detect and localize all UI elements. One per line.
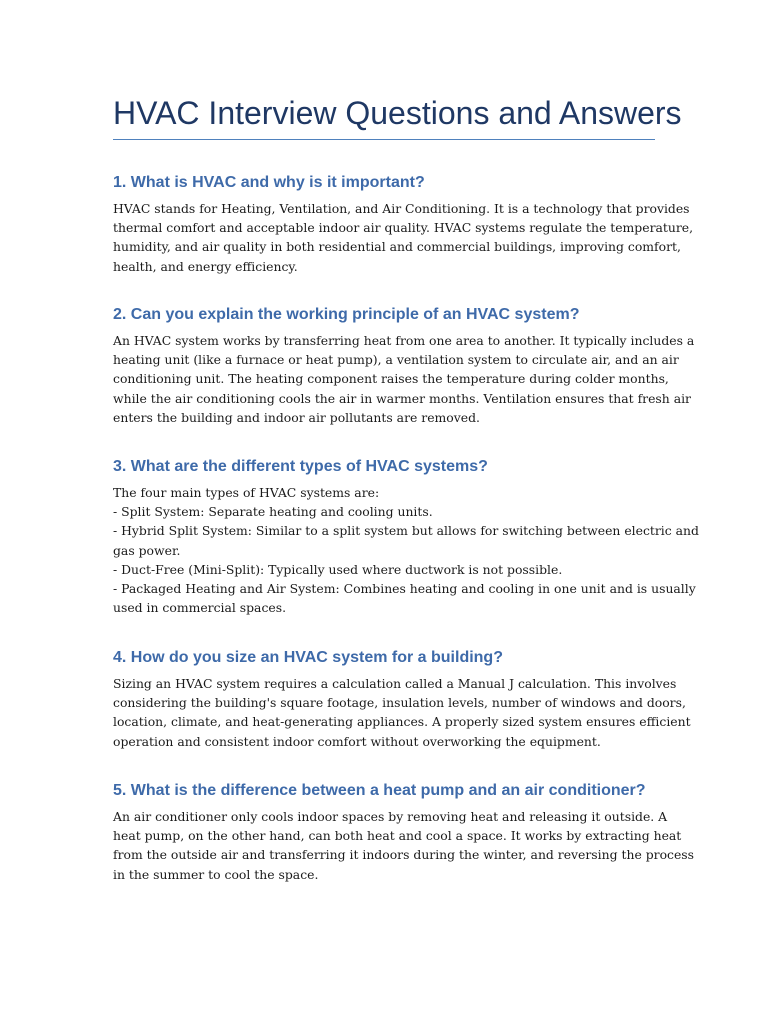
qa-section-3: [113, 457, 699, 617]
answer-line: operation and consistent indoor comfort without overworking the equipment.: [113, 733, 601, 749]
answer-line: An HVAC system works by transferring heat from one area to another. It typically includes a: [113, 333, 695, 348]
qa-section-2: [113, 305, 695, 427]
answer-line: used in commercial spaces.: [113, 600, 287, 616]
answer-line: health, and energy efficiency.: [113, 258, 298, 274]
qa-section-5: [113, 781, 695, 884]
answer-paragraph: [113, 331, 695, 427]
answer-paragraph: [113, 483, 699, 617]
answer-paragraph: [113, 674, 691, 751]
answer-line: while the air conditioning cools the air in warmer months. Ventilation ensures that fresh air: [113, 390, 691, 406]
answer-line: from the outside air and transferring it indoors during the winter, and reversing the process: [113, 847, 695, 863]
answer-line: enters the building and indoor air pollutants are removed.: [113, 409, 480, 425]
question-heading: 1. What is HVAC and why is it important?: [113, 174, 425, 191]
answer-line: HVAC stands for Heating, Ventilation, and Air Conditioning. It is a technology that provides: [113, 201, 690, 216]
answer-line: considering the building's square footage, insulation levels, number of windows and doors,: [113, 695, 686, 711]
answer-line: in the summer to cool the space.: [113, 866, 319, 882]
question-heading: 4. How do you size an HVAC system for a building?: [113, 649, 503, 666]
answer-line: location, climate, and heat-generating appliances. A properly sized system ensures efficient: [113, 714, 691, 730]
qa-section-4: [113, 648, 691, 751]
answer-line: The four main types of HVAC systems are:: [113, 485, 380, 500]
answer-line: humidity, and air quality in both residential and commercial buildings, improving comfort,: [113, 239, 681, 255]
answer-line: heating unit (like a furnace or heat pump), a ventilation system to circulate air, and an air: [113, 352, 679, 368]
title-underline: [113, 139, 655, 140]
question-heading: 3. What are the different types of HVAC systems?: [113, 458, 488, 475]
answer-line: An air conditioner only cools indoor spaces by removing heat and releasing it outside. A: [113, 809, 668, 824]
answer-line: - Packaged Heating and Air System: Combines heating and cooling in one unit and is usually: [113, 581, 696, 597]
question-heading: 2. Can you explain the working principle of an HVAC system?: [113, 306, 580, 323]
answer-line: conditioning unit. The heating component raises the temperature during colder months,: [113, 371, 669, 387]
answer-line: gas power.: [113, 542, 181, 558]
answer-line: - Duct-Free (Mini-Split): Typically used where ductwork is not possible.: [113, 561, 563, 577]
question-heading: 5. What is the difference between a heat pump and an air conditioner?: [113, 782, 646, 799]
answer-paragraph: [113, 807, 695, 884]
answer-line: heat pump, on the other hand, can both heat and cool a space. It works by extracting heat: [113, 828, 682, 844]
answer-line: thermal comfort and acceptable indoor air quality. HVAC systems regulate the temperature,: [113, 220, 694, 236]
answer-paragraph: [113, 199, 694, 276]
answer-line: Sizing an HVAC system requires a calculation called a Manual J calculation. This involves: [113, 676, 677, 691]
document-title: HVAC Interview Questions and Answers: [113, 95, 682, 131]
answer-line: - Split System: Separate heating and cooling units.: [113, 504, 433, 520]
qa-section-1: [113, 173, 694, 276]
answer-line: - Hybrid Split System: Similar to a split system but allows for switching between electric and: [113, 523, 699, 539]
